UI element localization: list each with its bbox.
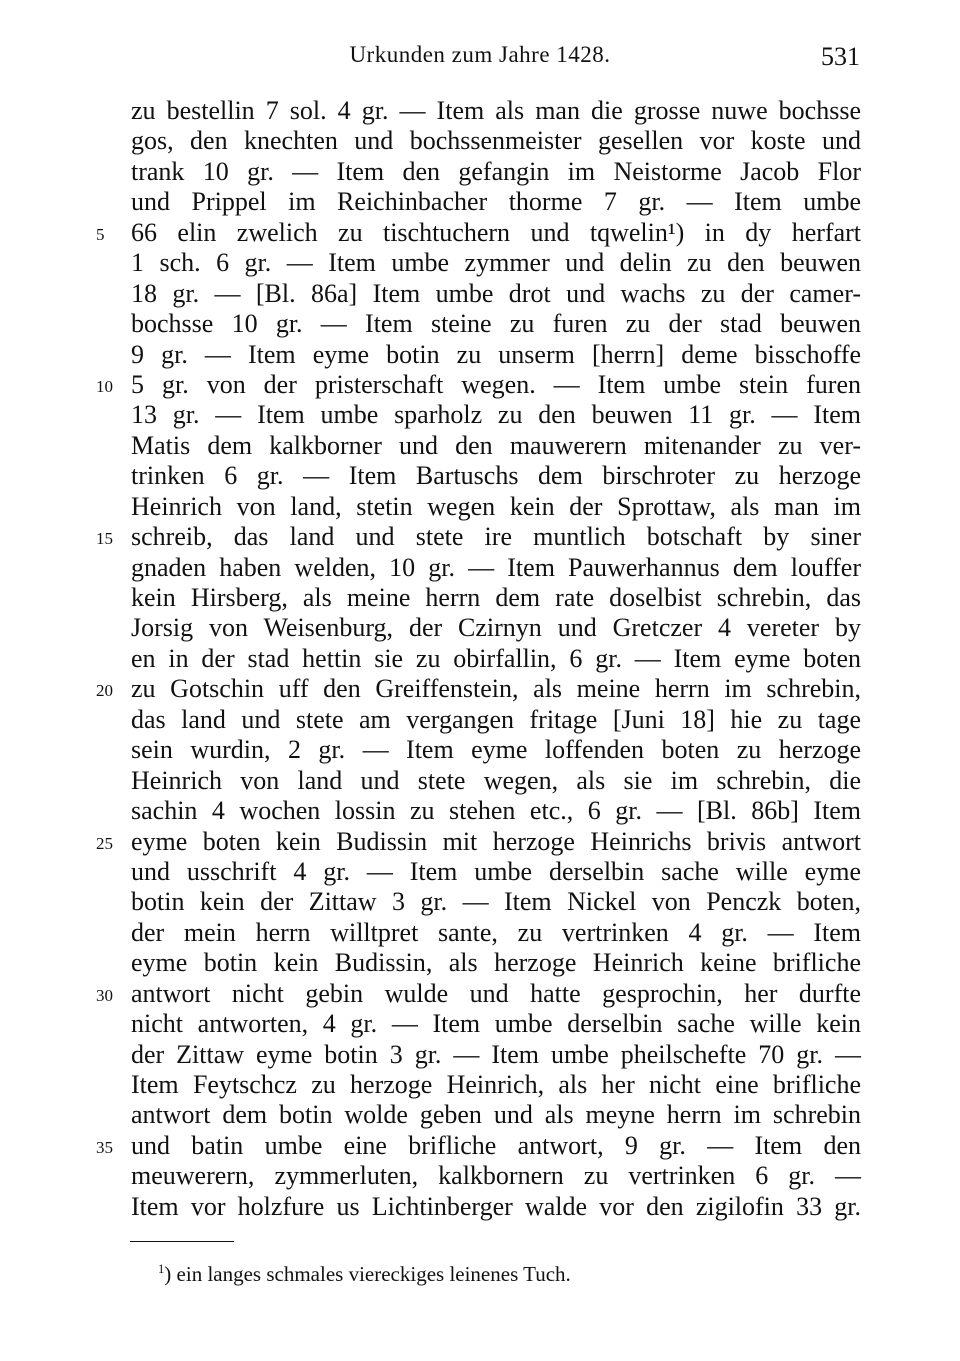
text-line — [0, 644, 960, 674]
line-text: und Prippel im Reichinbacher thorme 7 gr. — Item umbe — [131, 187, 861, 217]
text-line — [0, 248, 960, 278]
line-text: und usschrift 4 gr. — Item umbe derselbin sache wille eyme — [131, 856, 861, 886]
text-line — [0, 948, 960, 978]
line-number: 35 — [96, 1137, 113, 1157]
footnote-marker: 1 — [158, 1262, 165, 1276]
line-text: sein wurdin, 2 gr. — Item eyme loffenden boten zu herzoge — [131, 735, 861, 765]
text-line — [0, 279, 960, 309]
text-line — [0, 1009, 960, 1039]
line-text: 66 elin zwelich zu tischtuchern und tqwelin¹) in dy herfart — [131, 217, 861, 247]
text-line — [0, 766, 960, 796]
line-text: Item Feytschcz zu herzoge Heinrich, als her nicht eine brifliche — [131, 1070, 861, 1099]
line-text: gnaden haben welden, 10 gr. — Item Pauwerhannus dem louffer — [131, 552, 861, 582]
document-body — [0, 96, 960, 1222]
line-text: 9 gr. — Item eyme botin zu unserm [herrn] deme bisschoffe — [131, 339, 861, 369]
text-line — [0, 613, 960, 643]
footnote — [158, 1262, 571, 1287]
text-line — [0, 157, 960, 187]
line-text: gos, den knechten und bochssenmeister gesellen vor koste und — [131, 126, 861, 156]
text-line — [0, 340, 960, 370]
text-line — [0, 522, 960, 552]
text-line — [0, 492, 960, 522]
line-text: en in der stad hettin sie zu obirfallin, 6 gr. — Item eyme boten — [131, 643, 861, 673]
line-text: 18 gr. — [Bl. 86a] Item umbe drot und wachs zu der camer- — [131, 278, 861, 308]
text-line — [0, 370, 960, 400]
line-text: Heinrich von land und stete wegen, als sie im schrebin, die — [131, 765, 861, 795]
line-number: 25 — [96, 833, 113, 853]
text-line — [0, 1100, 960, 1130]
line-text: schreib, das land und stete ire muntlich botschaft by siner — [131, 522, 861, 552]
text-line — [0, 218, 960, 248]
line-text: sachin 4 wochen lossin zu stehen etc., 6 gr. — [Bl. 86b] Item — [131, 796, 861, 826]
text-line — [0, 1192, 960, 1222]
text-line — [0, 1131, 960, 1161]
footnote-divider — [130, 1241, 234, 1242]
text-line — [0, 857, 960, 887]
text-line — [0, 553, 960, 583]
text-line — [0, 187, 960, 217]
text-line — [0, 1040, 960, 1070]
line-text: trank 10 gr. — Item den gefangin im Neistorme Jacob Flor — [131, 156, 861, 186]
text-line — [0, 827, 960, 857]
running-title: Urkunden zum Jahre 1428. — [349, 42, 611, 67]
line-text: bochsse 10 gr. — Item steine zu furen zu der stad beuwen — [131, 309, 861, 339]
text-line — [0, 735, 960, 765]
footnote-text: ) ein langes schmales viereckiges leinenes Tuch. — [164, 1262, 571, 1286]
text-line — [0, 431, 960, 461]
text-line — [0, 96, 960, 126]
line-text: das land und stete am vergangen fritage [Juni 18] hie zu tage — [131, 704, 861, 734]
line-text: botin kein der Zittaw 3 gr. — Item Nickel von Penczk boten, — [131, 887, 861, 917]
line-text: 1 sch. 6 gr. — Item umbe zymmer und delin zu den beuwen — [131, 248, 861, 278]
text-line — [0, 796, 960, 826]
line-text: zu Gotschin uff den Greiffenstein, als meine herrn im schrebin, — [131, 674, 861, 704]
line-text: antwort nicht gebin wulde und hatte gesprochin, her durfte — [131, 978, 861, 1008]
text-line — [0, 126, 960, 156]
text-line — [0, 309, 960, 339]
line-text: nicht antworten, 4 gr. — Item umbe derselbin sache wille kein — [131, 1009, 861, 1039]
text-line — [0, 583, 960, 613]
line-text: trinken 6 gr. — Item Bartuschs dem birschroter zu herzoge — [131, 461, 861, 491]
text-line — [0, 1161, 960, 1191]
text-line — [0, 979, 960, 1009]
text-line — [0, 674, 960, 704]
line-number: 5 — [96, 224, 105, 244]
text-line — [0, 705, 960, 735]
line-text: eyme botin kein Budissin, als herzoge Heinrich keine brifliche — [131, 948, 861, 978]
line-text: 13 gr. — Item umbe sparholz zu den beuwen 11 gr. — Item — [131, 400, 861, 430]
text-line — [0, 400, 960, 430]
text-line — [0, 887, 960, 917]
text-line — [0, 918, 960, 948]
line-number: 30 — [96, 985, 113, 1005]
line-text: zu bestellin 7 sol. 4 gr. — Item als man die grosse nuwe bochsse — [131, 96, 861, 125]
line-number: 10 — [96, 376, 113, 396]
page-number: 531 — [821, 42, 860, 71]
line-text: Matis dem kalkborner und den mauwerern mitenander zu ver- — [131, 430, 861, 460]
text-line — [0, 461, 960, 491]
line-text: der mein herrn willtpret sante, zu vertrinken 4 gr. — Item — [131, 917, 861, 947]
line-text: 5 gr. von der pristerschaft wegen. — Item umbe stein furen — [131, 369, 861, 399]
line-text: antwort dem botin wolde geben und als meyne herrn im schrebin — [131, 1100, 861, 1130]
line-text: meuwerern, zymmerluten, kalkbornern zu vertrinken 6 gr. — — [131, 1161, 861, 1191]
line-text: und batin umbe eine brifliche antwort, 9 gr. — Item den — [131, 1130, 861, 1160]
line-text: Jorsig von Weisenburg, der Czirnyn und Gretczer 4 vereter by — [131, 613, 861, 643]
line-text: Item vor holzfure us Lichtinberger walde vor den zigilofin 33 gr. — [131, 1191, 861, 1221]
line-text: kein Hirsberg, als meine herrn dem rate doselbist schrebin, das — [131, 583, 861, 612]
line-text: Heinrich von land, stetin wegen kein der Sprottaw, als man im — [131, 491, 861, 521]
line-number: 20 — [96, 681, 113, 701]
line-text: eyme boten kein Budissin mit herzoge Heinrichs brivis antwort — [131, 826, 861, 856]
text-line — [0, 1070, 960, 1100]
line-number: 15 — [96, 529, 113, 549]
line-text: der Zittaw eyme botin 3 gr. — Item umbe pheilschefte 70 gr. — — [131, 1039, 861, 1069]
